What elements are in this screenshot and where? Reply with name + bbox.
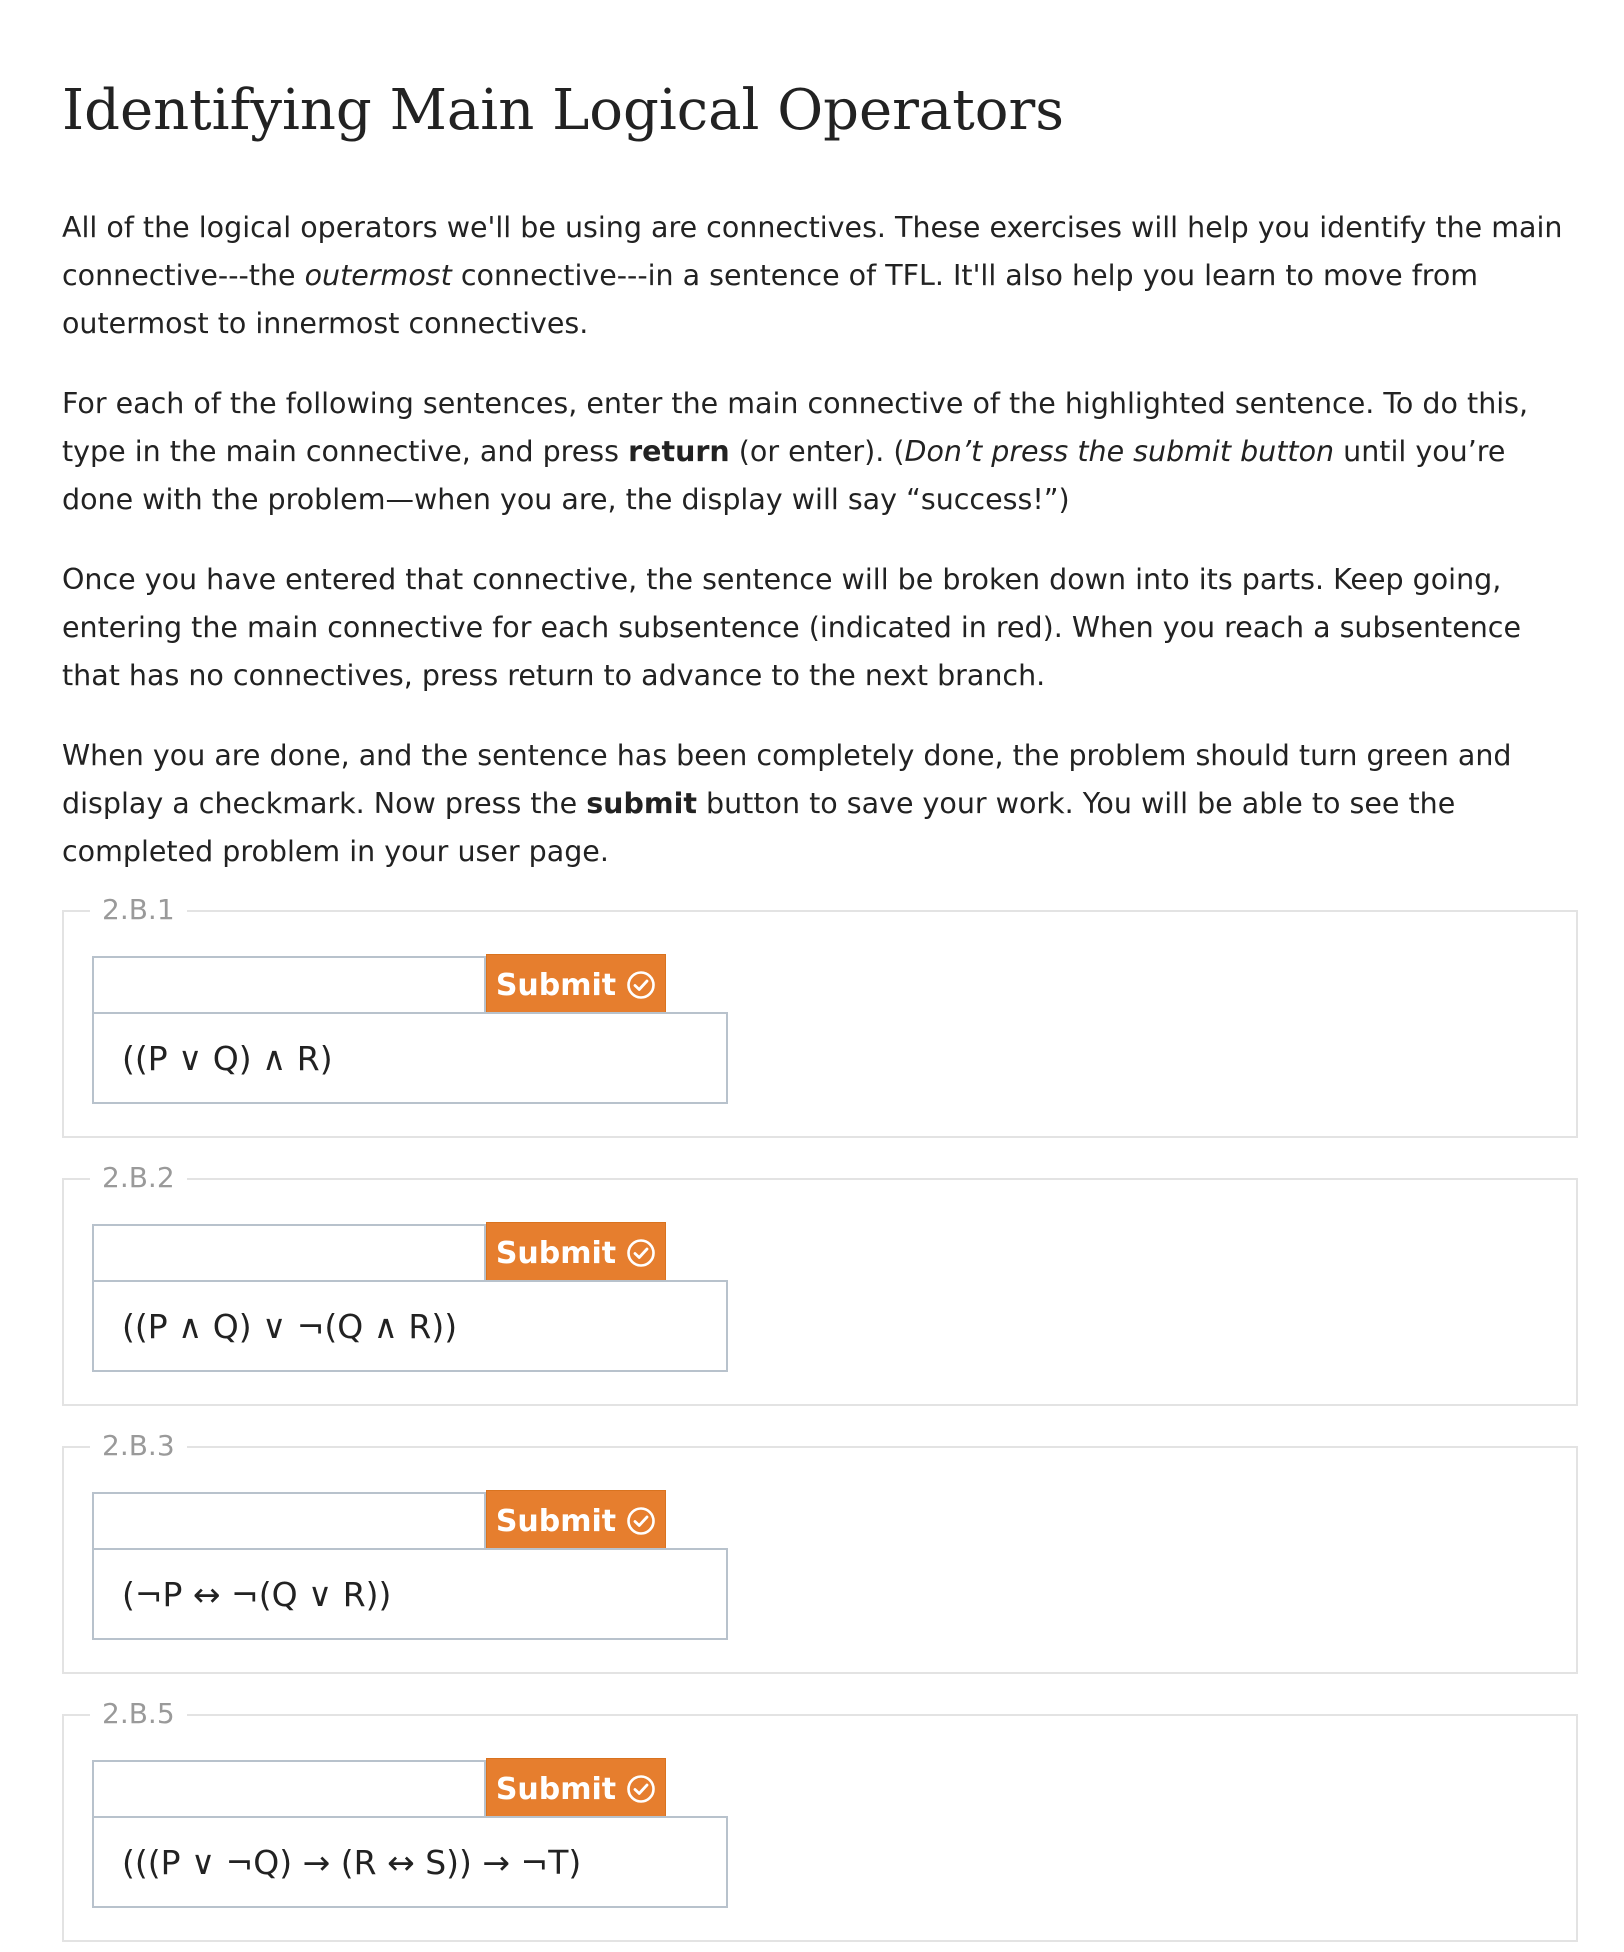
- sentence-display[interactable]: (((P ∨ ¬Q) → (R ↔ S)) → ¬T): [92, 1816, 728, 1908]
- sentence-display[interactable]: ((P ∧ Q) ∨ ¬(Q ∧ R)): [92, 1280, 728, 1372]
- check-circle-icon: [626, 1774, 656, 1804]
- check-circle-icon: [626, 1506, 656, 1536]
- exercise-label: 2.B.5: [90, 1696, 187, 1732]
- exercise-2-b-1: [62, 893, 1578, 1138]
- exercise-2-b-2: [62, 1161, 1578, 1406]
- intro-paragraph-3: Once you have entered that connective, the sentence will be broken down into its parts. Keep going, entering the main connective for each subsentence (indicated in red). When you reach a subsentence that has no connectives, press return to advance to the next branch.: [62, 563, 1522, 692]
- exercise-2-b-3: [62, 1429, 1578, 1674]
- connective-input[interactable]: [92, 1224, 486, 1280]
- check-circle-icon: [626, 1238, 656, 1268]
- connective-input[interactable]: [92, 1760, 486, 1816]
- submit-button[interactable]: [486, 1222, 666, 1284]
- connective-input[interactable]: [92, 956, 486, 1012]
- exercise-label: 2.B.3: [90, 1428, 187, 1464]
- sentence-display[interactable]: (¬P ↔ ¬(Q ∨ R)): [92, 1548, 728, 1640]
- sentence-display[interactable]: ((P ∨ Q) ∧ R): [92, 1012, 728, 1104]
- submit-button[interactable]: [486, 954, 666, 1016]
- submit-label: Submit: [495, 1771, 617, 1807]
- intro-paragraph-2: For each of the following sentences, enter the main connective of the highlighted sentence. To do this, type in the main connective, and press return (or enter). (Don’t press the submit button until you’re done with the problem—when you are, the display will say “success!”): [62, 387, 1529, 516]
- intro-paragraph-4: When you are done, and the sentence has been completely done, the problem should turn green and display a checkmark. Now press the submit button to save your work. You will be able to see the completed problem in your user page.: [62, 739, 1512, 868]
- exercise-label: 2.B.2: [90, 1160, 187, 1196]
- check-circle-icon: [626, 970, 656, 1000]
- intro-paragraph-1: All of the logical operators we'll be using are connectives. These exercises will help you identify the main connective---the outermost connective---in a sentence of TFL. It'll also help you learn to move from outermost to innermost connectives.: [62, 211, 1563, 340]
- exercise-2-b-5: [62, 1697, 1578, 1942]
- submit-label: Submit: [495, 1235, 617, 1271]
- submit-label: Submit: [495, 1503, 617, 1539]
- exercise-label: 2.B.1: [90, 892, 187, 928]
- submit-label: Submit: [495, 967, 617, 1003]
- submit-button[interactable]: [486, 1490, 666, 1552]
- page-title: Identifying Main Logical Operators: [62, 78, 1064, 143]
- connective-input[interactable]: [92, 1492, 486, 1548]
- submit-button[interactable]: [486, 1758, 666, 1820]
